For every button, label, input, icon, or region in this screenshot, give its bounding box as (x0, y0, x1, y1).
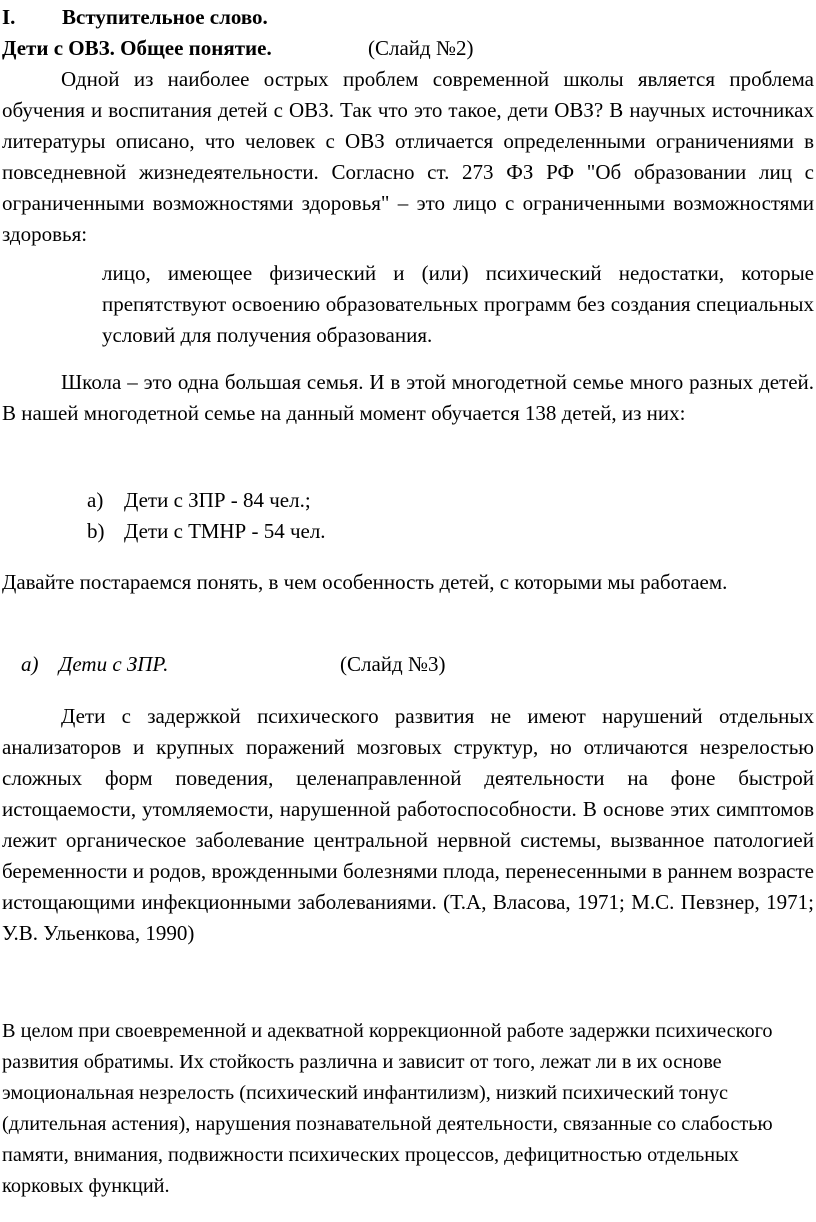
section2-slide-ref: (Слайд №3) (340, 652, 446, 676)
list-marker: a) (87, 488, 104, 512)
list-marker: b) (87, 519, 105, 543)
section1-title: Дети с ОВЗ. Общее понятие. (2, 36, 272, 60)
law-quote: лицо, имеющее физический и (или) психический недостатки, которые препятствуют освоению образовательных программ без создания специальных условий для получения образования. (102, 261, 814, 347)
section2-marker: а) (21, 652, 39, 676)
list-item (87, 485, 311, 516)
paragraph-ovz-definition: Одной из наиболее острых проблем современной школы является проблема обучения и воспитания детей с ОВЗ. Так что это такое, дети ОВЗ? В научных источниках литературы описано, что человек с ОВЗ отличается определенными ограничениями в повседневной жизнедеятельности. Согласно ст. 273 ФЗ РФ "Об образовании лиц с ограниченными возможностями здоровья" – это лицо с ограниченными возможностями здоровья: (2, 67, 814, 246)
paragraph-zpr-description: Дети с задержкой психического развития не имеют нарушений отдельных анализаторов и крупных поражений мозговых структур, но отличаются незрелостью сложных форм поведения, целенаправленной деятельности на фоне быстрой истощаемости, утомляемости, нарушенной работоспособности. В основе этих симптомов лежит органическое заболевание центральной нервной системы, вызванное патологией беременности и родов, врожденными болезнями плода, перенесенными в раннем возрасте истощающими инфекционными заболеваниями. (Т.А, Власова, 1971; М.С. Певзнер, 1971; У.В. Ульенкова, 1990) (2, 704, 814, 945)
list-item (87, 516, 326, 547)
intro-heading (2, 2, 814, 33)
paragraph-school-family: Школа – это одна большая семья. И в этой многодетной семье много разных детей. В нашей многодетной семье на данный момент обучается 138 детей, из них: (2, 370, 814, 425)
list-item-text: Дети с ТМНР - 54 чел. (124, 519, 326, 543)
list-item-text: Дети с ЗПР - 84 чел.; (124, 488, 311, 512)
section2-title: Дети с ЗПР. (59, 652, 169, 676)
section1-slide-ref: (Слайд №2) (368, 36, 474, 60)
paragraph-zpr-reversibility: В целом при своевременной и адекватной коррекционной работе задержки психического развития обратимы. Их стойкость различна и зависит от того, лежат ли в их основе эмоциональная незрелость (психический инфантилизм), низкий психический тонус (длительная астения), нарушения познавательной деятельности, связанные со слабостью памяти, внимания, подвижности психических процессов, дефицитностью отдельных корковых функций. (2, 1020, 773, 1197)
section1-heading-row (2, 33, 814, 64)
heading-numeral: I. (2, 5, 16, 29)
paragraph-understand: Давайте постараемся понять, в чем особенность детей, с которыми мы работаем. (2, 570, 728, 594)
heading-title: Вступительное слово. (62, 5, 268, 29)
